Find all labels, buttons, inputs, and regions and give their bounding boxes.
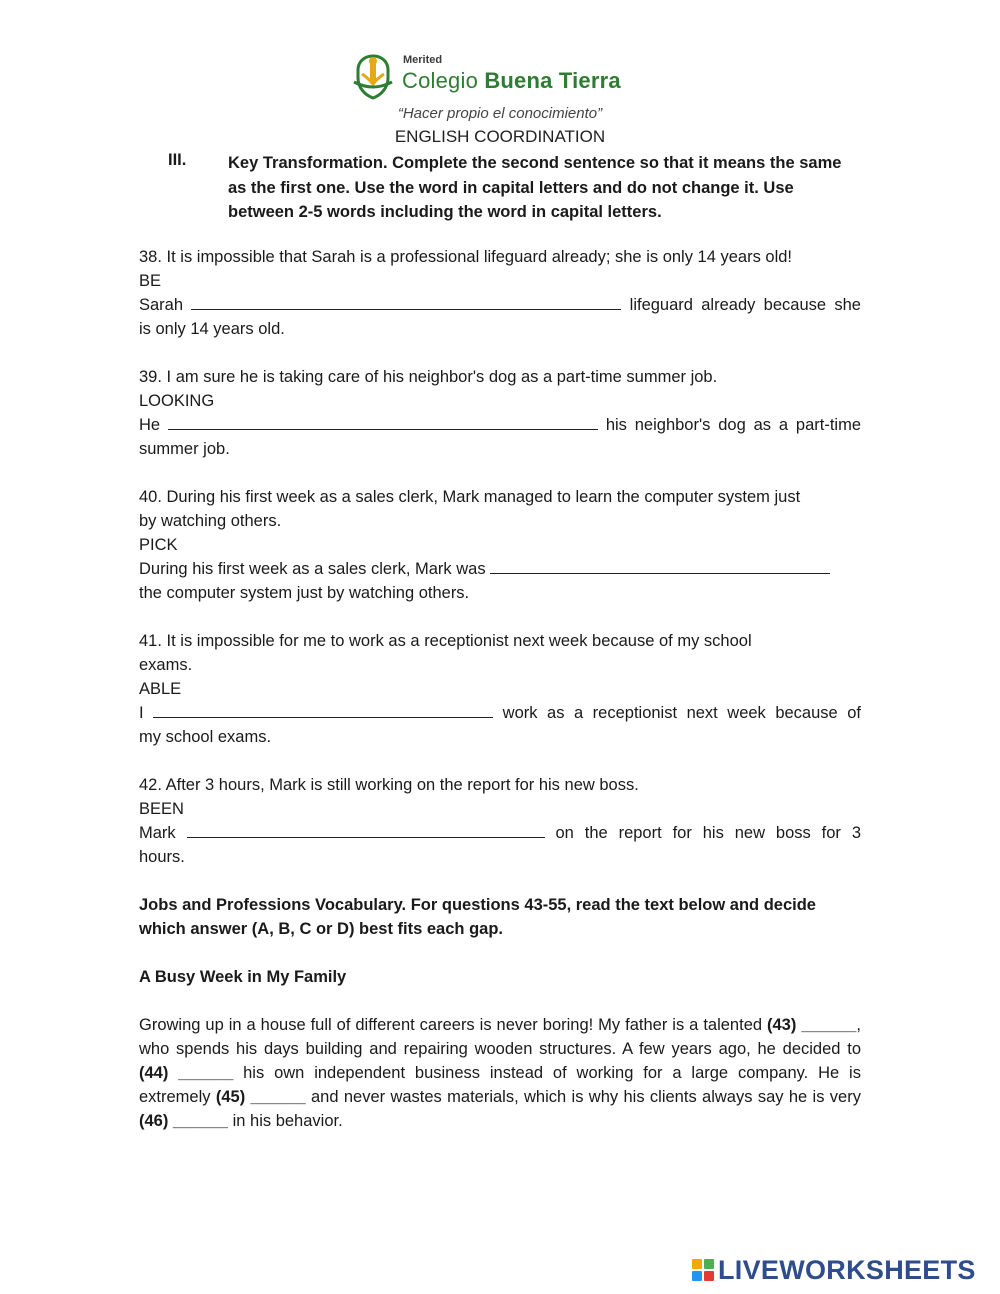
liveworksheets-brand: LIVEWORKSHEETS (718, 1255, 976, 1285)
school-motto: “Hacer propio el conocimiento” (397, 105, 603, 122)
reading-text: and never wastes materials, which is why his clients always say he is very (310, 1088, 861, 1106)
answer-blank[interactable] (191, 293, 621, 310)
answer-end: on the report for his new boss for 3 (555, 824, 861, 842)
answer-line (139, 557, 861, 581)
question-40 (139, 485, 861, 605)
reading-text: , who spends his days building and repairing wooden structures. A few years ago, he decided to (139, 1016, 861, 1058)
school-logo (352, 50, 642, 102)
question-sentence: 42. After 3 hours, Mark is still working on the report for his new boss. (139, 776, 639, 794)
answer-line (139, 413, 861, 437)
answer-blank[interactable] (168, 413, 598, 430)
answer-end: work as a receptionist next week because of (502, 704, 861, 722)
worksheet-content (139, 245, 861, 1133)
question-keyword: ABLE (139, 680, 182, 698)
gap-43[interactable]: (43) ______ (767, 1016, 857, 1034)
gap-45[interactable]: (45) ______ (215, 1088, 306, 1106)
question-sentence-line1: 40. During his first week as a sales clerk, Mark managed to learn the computer system just (139, 488, 801, 506)
question-keyword: BEEN (139, 800, 184, 818)
school-name (402, 68, 621, 94)
liveworksheets-logo (692, 1257, 992, 1287)
section-number: III. (168, 151, 187, 169)
answer-line (139, 701, 861, 725)
answer-start: Sarah (139, 296, 184, 314)
answer-line (139, 293, 861, 317)
question-sentence-line1: 41. It is impossible for me to work as a receptionist next week because of my school (139, 632, 752, 650)
question-42 (139, 773, 861, 869)
answer-start: He (139, 416, 161, 434)
answer-blank[interactable] (187, 821, 545, 838)
school-name-light: Colegio (402, 68, 485, 93)
answer-continuation: hours. (139, 848, 185, 866)
coordination-title: ENGLISH COORDINATION (394, 127, 606, 146)
question-39 (139, 365, 861, 461)
reading-paragraph (139, 1013, 861, 1133)
vocabulary-instructions: Jobs and Professions Vocabulary. For questions 43-55, read the text below and decide which answer (A, B, C or D) best fits each gap. (139, 896, 816, 938)
answer-end: his neighbor's dog as a part-time (605, 416, 861, 434)
school-emblem-icon (352, 52, 394, 100)
question-38 (139, 245, 861, 341)
answer-start: During his first week as a sales clerk, Mark was (139, 560, 486, 578)
reading-text: his own independent business instead of working for a large company. He is extremely (139, 1064, 861, 1106)
answer-continuation: my school exams. (139, 728, 272, 746)
school-name-bold: Buena Tierra (484, 68, 621, 93)
answer-start: I (139, 704, 144, 722)
answer-continuation: is only 14 years old. (139, 320, 285, 338)
answer-blank[interactable] (153, 701, 493, 718)
question-keyword: BE (139, 272, 162, 290)
answer-blank[interactable] (490, 557, 830, 574)
answer-start: Mark (139, 824, 176, 842)
gap-44[interactable]: (44) ______ (139, 1064, 234, 1082)
gap-46[interactable]: (46) ______ (139, 1112, 228, 1130)
answer-line (139, 821, 861, 845)
reading-text: in his behavior. (232, 1112, 343, 1130)
question-keyword: PICK (139, 536, 178, 554)
answer-continuation: summer job. (139, 440, 230, 458)
question-keyword: LOOKING (139, 392, 215, 410)
question-sentence-line2: exams. (139, 656, 193, 674)
reading-text: Growing up in a house full of different careers is never boring! My father is a talented (139, 1016, 763, 1034)
liveworksheets-icon (692, 1259, 714, 1283)
answer-end: lifeguard already because she (629, 296, 861, 314)
answer-continuation: the computer system just by watching others. (139, 584, 470, 602)
section-instructions: Key Transformation. Complete the second sentence so that it means the same as the first one. Use the word in capital letters and do not change it. Use between 2-5 words including the word in capital letters. (228, 154, 842, 221)
question-sentence: 38. It is impossible that Sarah is a professional lifeguard already; she is only 14 years old! (139, 248, 793, 266)
question-41 (139, 629, 861, 749)
question-sentence: 39. I am sure he is taking care of his neighbor's dog as a part-time summer job. (139, 368, 718, 386)
logo-merited-label: Merited (403, 54, 443, 66)
reading-title: A Busy Week in My Family (139, 968, 347, 986)
question-sentence-line2: by watching others. (139, 512, 282, 530)
